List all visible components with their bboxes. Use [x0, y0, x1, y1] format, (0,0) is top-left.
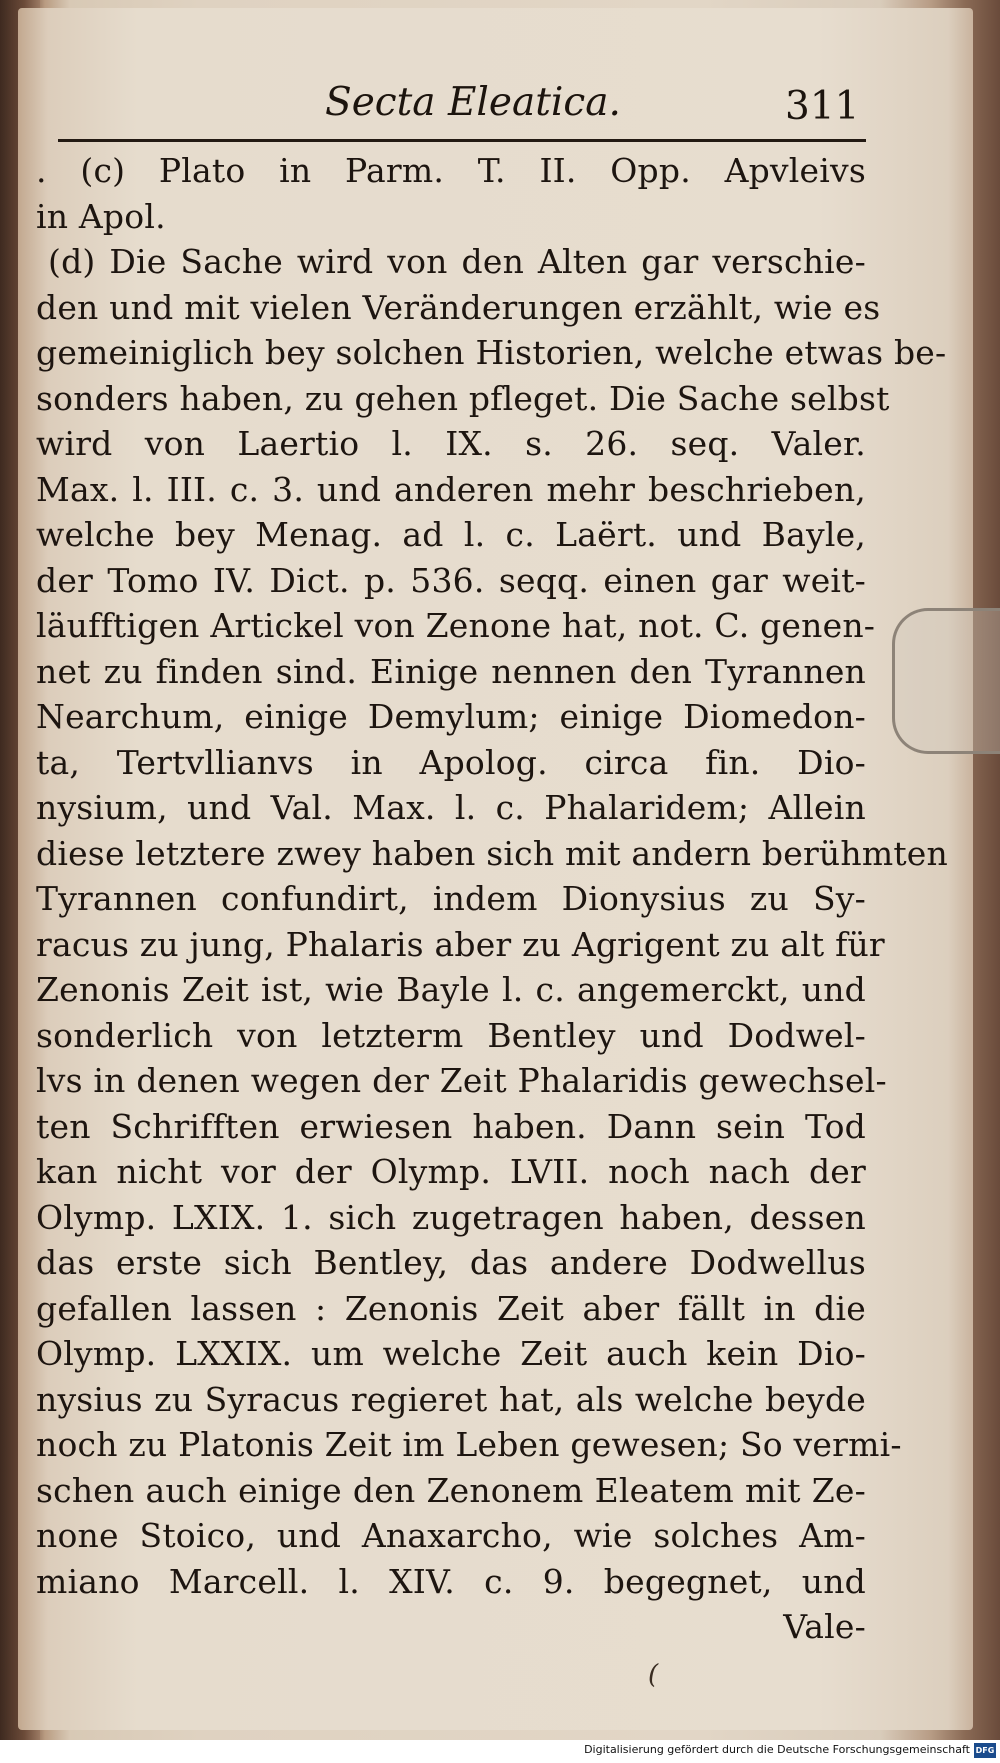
- page-header: [40, 70, 870, 130]
- catchword: Vale-: [783, 1607, 866, 1646]
- text-line: Zenonis Zeit ist, wie Bayle l. c. angemerckt, und: [36, 970, 866, 1009]
- text-line: nysius zu Syracus regieret hat, als welche beyde: [36, 1379, 866, 1419]
- text-line: sonders haben, zu gehen pfleget. Die Sache selbst: [36, 378, 890, 418]
- text-line: Max. l. III. c. 3. und anderen mehr beschrieben,: [36, 469, 866, 509]
- pencil-mark: (: [648, 1660, 659, 1690]
- text-line: (d) Die Sache wird von den Alten gar verschie-: [48, 242, 866, 281]
- dfg-logo-icon: DFG: [974, 1743, 996, 1758]
- text-line: miano Marcell. l. XIV. c. 9. begegnet, und: [36, 1561, 866, 1601]
- text-line: none Stoico, und Anaxarcho, wie solches Am-: [36, 1516, 866, 1555]
- text-line: kan nicht vor der Olymp. LVII. noch nach der: [36, 1152, 866, 1191]
- text-line: noch zu Platonis Zeit im Leben gewesen; So vermi-: [36, 1425, 902, 1464]
- text-line: ta, Tertvllianvs in Apolog. circa fin. Dio-: [36, 742, 866, 782]
- text-line: Olymp. LXIX. 1. sich zugetragen haben, dessen: [36, 1197, 866, 1237]
- text-line: in Apol.: [36, 196, 166, 236]
- text-line: sonderlich von letzterm Bentley und Dodwel-: [36, 1015, 866, 1055]
- body-text: [36, 148, 948, 1650]
- text-line: der Tomo IV. Dict. p. 536. seqq. einen gar weit-: [36, 560, 866, 600]
- text-line: schen auch einige den Zenonem Eleatem mit Ze-: [36, 1470, 866, 1510]
- text-line: . (c) Plato in Parm. T. II. Opp. Apvleivs: [36, 151, 866, 190]
- header-rule: [58, 139, 866, 142]
- text-line: Nearchum, einige Demylum; einige Diomedon-: [36, 697, 866, 736]
- footer-bar: [0, 1740, 1000, 1763]
- text-line: den und mit vielen Veränderungen erzählt, wie es: [36, 287, 881, 327]
- text-line: net zu finden sind. Einige nennen den Tyrannen: [36, 651, 866, 691]
- text-line: Olymp. LXXIX. um welche Zeit auch kein Dio-: [36, 1334, 866, 1373]
- page-number: 311: [785, 84, 860, 129]
- text-line: lvs in denen wegen der Zeit Phalaridis gewechsel-: [36, 1061, 887, 1100]
- text-line: läufftigen Artickel von Zenone hat, not. C. genen-: [36, 606, 876, 645]
- text-line: gemeiniglich bey solchen Historien, welche etwas be-: [36, 333, 947, 372]
- text-line: welche bey Menag. ad l. c. Laërt. und Bayle,: [36, 515, 866, 554]
- footer-credit: Digitalisierung gefördert durch die Deutsche Forschungsgemeinschaft: [584, 1743, 970, 1756]
- text-line: nysium, und Val. Max. l. c. Phalaridem; Allein: [36, 788, 866, 827]
- text-line: wird von Laertio l. IX. s. 26. seq. Valer.: [36, 424, 866, 463]
- running-head: Secta Eleatica.: [325, 80, 621, 125]
- text-line: racus zu jung, Phalaris aber zu Agrigent zu alt für: [36, 924, 885, 964]
- text-line: Tyrannen confundirt, indem Dionysius zu Sy-: [36, 879, 866, 918]
- text-line: diese letztere zwey haben sich mit andern berühmten: [36, 833, 948, 873]
- text-line: das erste sich Bentley, das andere Dodwellus: [36, 1243, 866, 1282]
- text-line: ten Schrifften erwiesen haben. Dann sein Tod: [36, 1106, 866, 1146]
- page-clip: [892, 608, 1000, 754]
- text-line: gefallen lassen : Zenonis Zeit aber fällt in die: [36, 1288, 866, 1328]
